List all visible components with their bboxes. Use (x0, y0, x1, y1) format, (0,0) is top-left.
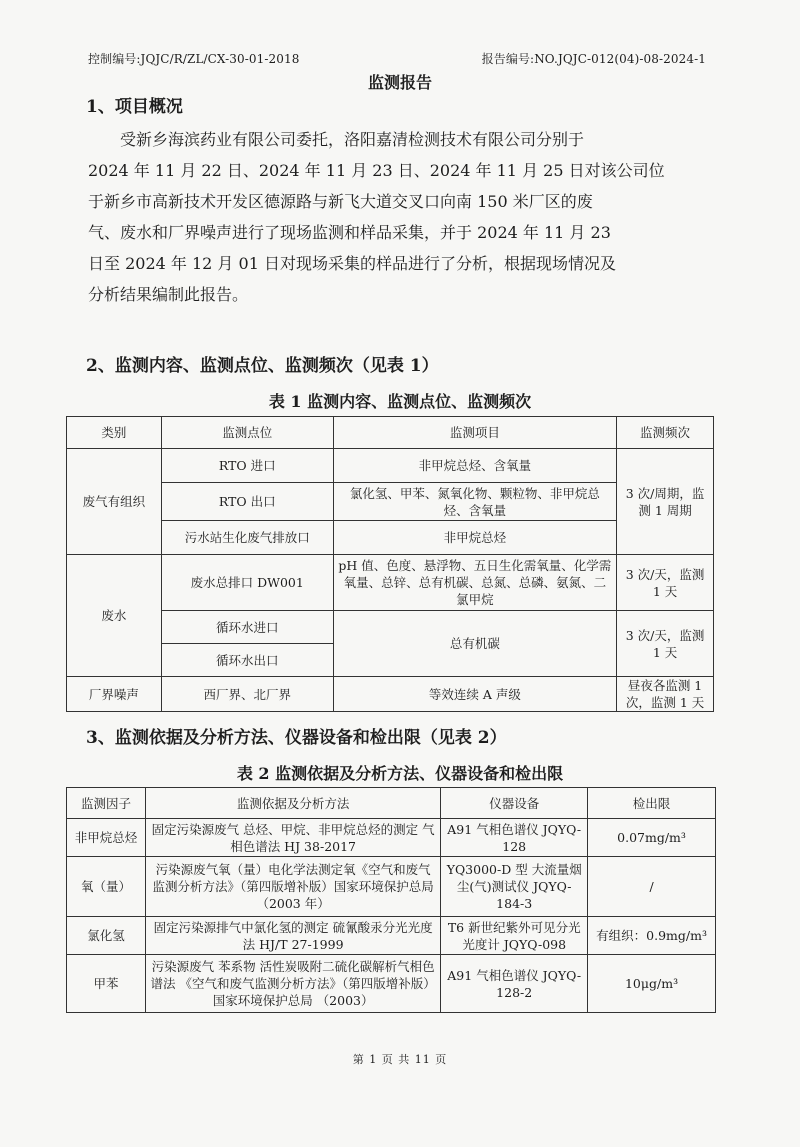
limit-cell: 有组织：0.9mg/m³ (588, 917, 716, 955)
table-row (67, 483, 714, 521)
item-cell: pH 值、色度、悬浮物、五日生化需氧量、化学需氧量、总锌、总有机碳、总氮、总磷、氨氮、二氯甲烷 (333, 555, 617, 611)
table-row (67, 677, 714, 712)
project-overview-paragraph (88, 124, 722, 310)
method-cell: 污染源废气氧（量）电化学法测定氧《空气和废气监测分析方法》（第四版增补版）国家环境保护总局（2003 年） (145, 857, 440, 917)
table-row (67, 521, 714, 555)
table-row (67, 819, 716, 857)
report-title: 监测报告 (367, 73, 432, 92)
paragraph-line: 日至 2024 年 12 月 01 日对现场采集的样品进行了分析，根据现场情况及 (88, 254, 616, 273)
frequency-cell: 3 次/天，监测 1 天 (617, 611, 714, 677)
factor-cell: 氯化氢 (67, 917, 146, 955)
method-cell: 污染源废气 苯系物 活性炭吸附二硫化碳解析气相色谱法 《空气和废气监测分析方法》（第四版增补版）国家环境保护总局 （2003） (145, 955, 440, 1013)
paragraph-line: 分析结果编制此报告。 (88, 285, 249, 304)
category-cell: 厂界噪声 (67, 677, 162, 712)
item-cell: 等效连续 A 声级 (333, 677, 617, 712)
column-header: 监测频次 (617, 417, 714, 449)
table-row (67, 611, 714, 644)
table2-caption: 表 2 监测依据及分析方法、仪器设备和检出限 (236, 764, 564, 783)
table-row (67, 955, 716, 1013)
frequency-cell: 3 次/天，监测 1 天 (617, 555, 714, 611)
paragraph-line: 于新乡市高新技术开发区德源路与新飞大道交叉口向南 150 米厂区的废 (88, 192, 593, 211)
section1-heading: 1、项目概况 (86, 97, 183, 117)
monitoring-content-table (66, 416, 714, 712)
device-cell: T6 新世纪紫外可见分光光度计 JQYQ-098 (441, 917, 588, 955)
factor-cell: 甲苯 (67, 955, 146, 1013)
device-cell: A91 气相色谱仪 JQYQ-128 (441, 819, 588, 857)
column-header: 仪器设备 (441, 788, 588, 819)
limit-cell: / (588, 857, 716, 917)
method-cell: 固定污染源废气 总烃、甲烷、非甲烷总烃的测定 气相色谱法 HJ 38-2017 (145, 819, 440, 857)
column-header: 监测因子 (67, 788, 146, 819)
report-number: 报告编号:NO.JQJC-012(04)-08-2024-1 (481, 52, 706, 66)
item-cell: 非甲烷总烃、含氧量 (333, 449, 617, 483)
limit-cell: 10μg/m³ (588, 955, 716, 1013)
device-cell: YQ3000-D 型 大流量烟尘(气)测试仪 JQYQ-184-3 (441, 857, 588, 917)
device-cell: A91 气相色谱仪 JQYQ-128-2 (441, 955, 588, 1013)
method-cell: 固定污染源排气中氯化氢的测定 硫氰酸汞分光光度法 HJ/T 27-1999 (145, 917, 440, 955)
control-number: 控制编号:JQJC/R/ZL/CX-30-01-2018 (88, 52, 300, 66)
paragraph-line: 受新乡海滨药业有限公司委托，洛阳嘉清检测技术有限公司分别于 (120, 130, 585, 149)
point-cell: 废水总排口 DW001 (161, 555, 333, 611)
table-row (67, 857, 716, 917)
factor-cell: 非甲烷总烃 (67, 819, 146, 857)
section3-heading: 3、监测依据及分析方法、仪器设备和检出限（见表 2） (86, 728, 507, 748)
page-number: 第 1 页 共 11 页 (352, 1053, 448, 1066)
section2-heading: 2、监测内容、监测点位、监测频次（见表 1） (86, 356, 439, 376)
column-header: 监测依据及分析方法 (145, 788, 440, 819)
category-cell: 废气有组织 (67, 449, 162, 555)
point-cell: RTO 出口 (161, 483, 333, 521)
table-row (67, 449, 714, 483)
frequency-cell: 3 次/周期，监测 1 周期 (617, 449, 714, 555)
category-cell: 废水 (67, 555, 162, 677)
table-header-row (67, 788, 716, 819)
item-cell: 氯化氢、甲苯、氮氧化物、颗粒物、非甲烷总烃、含氧量 (333, 483, 617, 521)
paragraph-line: 2024 年 11 月 22 日、2024 年 11 月 23 日、2024 年 11 月 25 日对该公司位 (88, 161, 665, 180)
item-cell: 总有机碳 (333, 611, 617, 677)
table-row (67, 555, 714, 611)
table-row (67, 917, 716, 955)
column-header: 类别 (67, 417, 162, 449)
column-header: 检出限 (588, 788, 716, 819)
point-cell: 西厂界、北厂界 (161, 677, 333, 712)
method-limit-table (66, 787, 716, 1013)
table1-caption: 表 1 监测内容、监测点位、监测频次 (268, 392, 532, 411)
point-cell: 循环水出口 (161, 644, 333, 677)
item-cell: 非甲烷总烃 (333, 521, 617, 555)
point-cell: 污水站生化废气排放口 (161, 521, 333, 555)
factor-cell: 氧（量） (67, 857, 146, 917)
frequency-cell: 昼夜各监测 1 次，监测 1 天 (617, 677, 714, 712)
point-cell: 循环水进口 (161, 611, 333, 644)
column-header: 监测项目 (333, 417, 617, 449)
column-header: 监测点位 (161, 417, 333, 449)
limit-cell: 0.07mg/m³ (588, 819, 716, 857)
point-cell: RTO 进口 (161, 449, 333, 483)
paragraph-line: 气、废水和厂界噪声进行了现场监测和样品采集，并于 2024 年 11 月 23 (88, 223, 611, 242)
table-header-row (67, 417, 714, 449)
